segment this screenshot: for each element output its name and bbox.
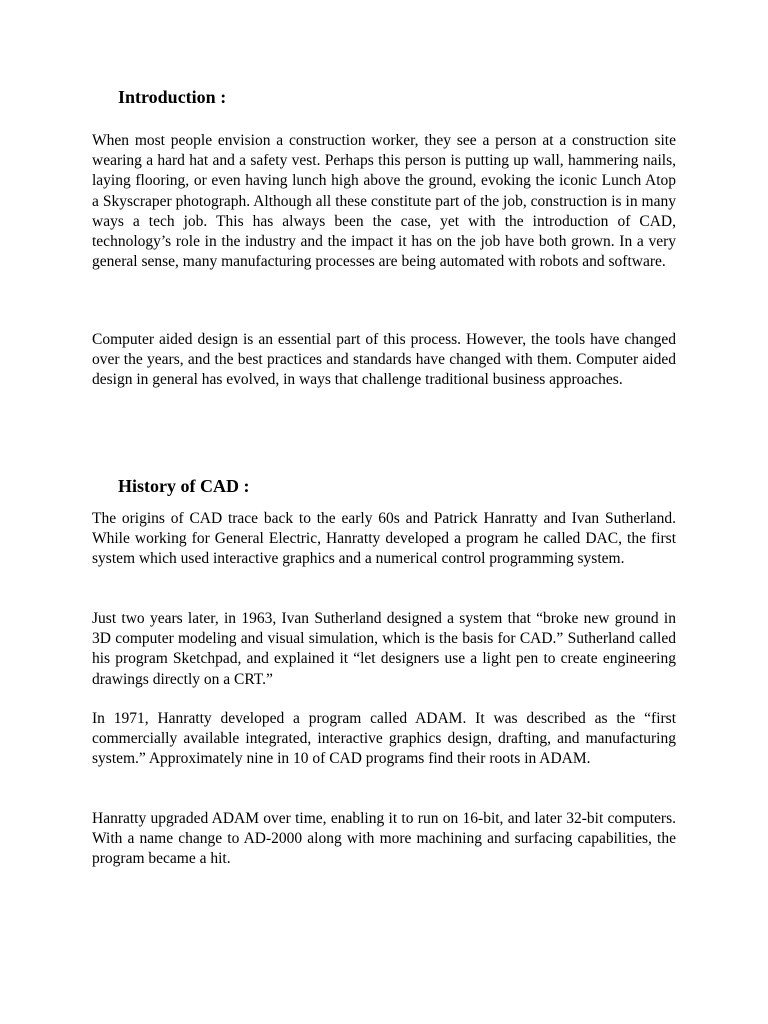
- paragraph-history-3: In 1971, Hanratty developed a program called ADAM. It was described as the “first commercially available integrated, interactive graphics design, drafting, and manufacturing system.” Approximately nine in 10 of CAD programs find their roots in ADAM.: [92, 710, 676, 768]
- paragraph-history-4: Hanratty upgraded ADAM over time, enabling it to run on 16-bit, and later 32-bit computers. With a name change to AD-2000 along with more machining and surfacing capabilities, the program became a hit.: [92, 810, 676, 868]
- section-heading-introduction: Introduction :: [118, 87, 227, 107]
- paragraph-history-2: Just two years later, in 1963, Ivan Sutherland designed a system that “broke new ground in 3D computer modeling and visual simulation, which is the basis for CAD.” Sutherland called his program Sketchpad, and explained it “let designers use a light pen to create engineering drawings directly on a CRT.”: [92, 610, 676, 688]
- paragraph-history-1: The origins of CAD trace back to the early 60s and Patrick Hanratty and Ivan Sutherland. While working for General Electric, Hanratty developed a program he called DAC, the first system which used interactive graphics and a numerical control programming system.: [92, 510, 676, 568]
- paragraph-introduction-2: Computer aided design is an essential part of this process. However, the tools have changed over the years, and the best practices and standards have changed with them. Computer aided design in general has evolved, in ways that challenge traditional business approaches.: [92, 331, 676, 389]
- paragraph-introduction-1: When most people envision a construction worker, they see a person at a construction site wearing a hard hat and a safety vest. Perhaps this person is putting up wall, hammering nails, laying flooring, or even having lunch high above the ground, evoking the iconic Lunch Atop a Skyscraper photograph. Although all these constitute part of the job, construction is in many ways a tech job. This has always been the case, yet with the introduction of CAD, technology’s role in the industry and the impact it has on the job have both grown. In a very general sense, many manufacturing processes are being automated with robots and software.: [92, 132, 676, 271]
- section-heading-history-of-cad: History of CAD :: [118, 476, 250, 496]
